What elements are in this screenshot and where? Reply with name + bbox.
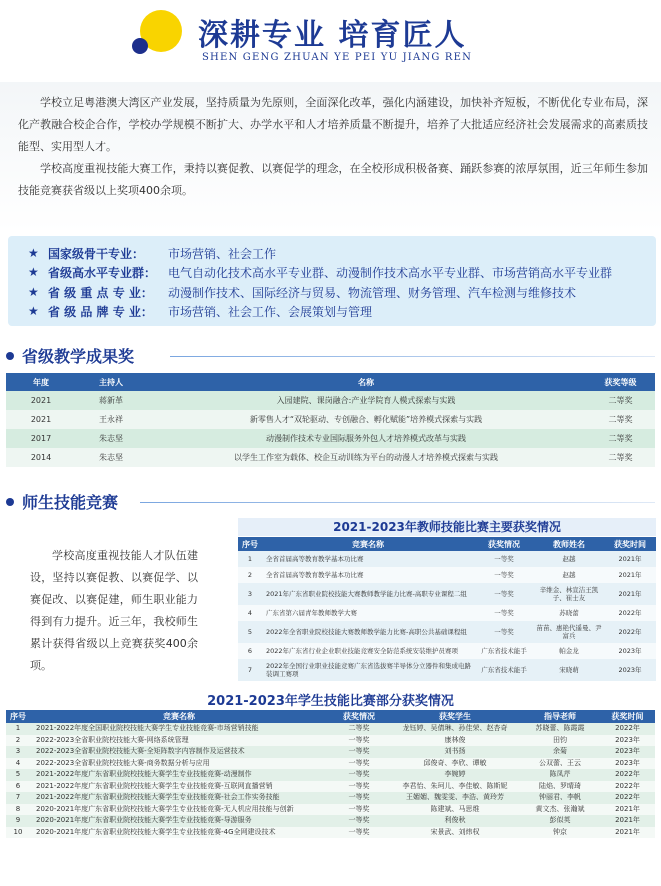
col-award: 获奖情况	[474, 537, 534, 551]
cell-index: 2	[238, 567, 262, 583]
intro-paragraph-1: 学校立足粤港澳大湾区产业发展，坚持质量为先原则，全面深化改革，强化内涵建设，加快补齐短板，不断优化专业布局，深化产教融合校企合作，学校办学规模不断扩大、办学水平和人才培养质量不断提升，培养了大批适应经济社会发展需求的高素质技能型、实用型人才。	[18, 96, 648, 153]
cell-teacher: 帕金龙	[534, 643, 604, 659]
teacher-table-title: 2021-2023年教师技能比赛主要获奖情况	[238, 518, 656, 536]
table-row	[6, 769, 655, 781]
table-row	[6, 429, 655, 448]
cell-index: 2	[6, 735, 30, 747]
star-icon: ★	[28, 304, 39, 318]
cell-time: 2023年	[600, 758, 655, 770]
cell-index: 8	[6, 804, 30, 816]
table-row	[6, 827, 655, 839]
cell-competition: 2020-2021年度广东省职业院校技能大赛学生专业技能竞赛-无人机应用技能与创新	[30, 804, 328, 816]
cell-index: 1	[6, 723, 30, 735]
cell-time: 2022年	[604, 621, 656, 643]
cell-teacher: 苗苗、惠艳代遥曼、尹富兵	[534, 621, 604, 643]
major-label: 省 级 重 点 专 业：	[48, 285, 153, 300]
cell-competition: 2022年广东省行业企业职业技能竞赛安全防范系统安装维护员赛项	[262, 643, 474, 659]
cell-advisor: 钟京	[520, 827, 600, 839]
cell-year: 2021	[6, 391, 76, 410]
cell-competition: 2020-2021年度广东省职业院校技能大赛学生专业技能竞赛-4G全网建设技术	[30, 827, 328, 839]
cell-advisor: 余菊	[520, 746, 600, 758]
star-icon: ★	[28, 285, 39, 299]
cell-advisor: 彭似英	[520, 815, 600, 827]
table-row	[238, 659, 656, 681]
cell-competition: 2022-2023全省职业院校技能大赛-网络系统管理	[30, 735, 328, 747]
cell-host: 蒋新革	[76, 391, 146, 410]
cell-award: 一等奖	[328, 827, 390, 839]
blue-circle-decoration	[132, 38, 148, 54]
cell-award: 一等奖	[474, 605, 534, 621]
table-row	[6, 410, 655, 429]
cell-time: 2021年	[600, 815, 655, 827]
cell-award: 一等奖	[474, 551, 534, 567]
cell-year: 2014	[6, 448, 76, 467]
table-header-row	[238, 537, 656, 551]
table-row	[6, 758, 655, 770]
major-value: 市场营销、社会工作、会展策划与管理	[168, 304, 373, 319]
col-students: 获奖学生	[390, 710, 520, 723]
table-row	[238, 551, 656, 567]
cell-competition: 全省首届高等教育教学基本功比赛	[262, 551, 474, 567]
student-skill-table	[6, 710, 655, 838]
cell-advisor: 陈凤芹	[520, 769, 600, 781]
cell-award: 广东省技术能手	[474, 643, 534, 659]
cell-competition: 2022-2023全省职业院校技能大赛-全矩阵数字内容制作及运营技术	[30, 746, 328, 758]
cell-students: 李婉婷	[390, 769, 520, 781]
major-value: 电气自动化技术高水平专业群、动漫制作技术高水平专业群、市场营销高水平专业群	[168, 265, 613, 280]
cell-advisor: 陆焰、罗晴琦	[520, 781, 600, 793]
cell-index: 3	[6, 746, 30, 758]
col-competition: 竞赛名称	[262, 537, 474, 551]
cell-time: 2021年	[604, 567, 656, 583]
col-teacher: 教师姓名	[534, 537, 604, 551]
col-time: 获奖时间	[600, 710, 655, 723]
cell-advisor: 黄文杰、张瀚斌	[520, 804, 600, 816]
cell-award: 二等奖	[328, 723, 390, 735]
col-award: 获奖情况	[328, 710, 390, 723]
cell-students: 王媚媚、魏雯雯、李浩、黄玲芳	[390, 792, 520, 804]
table-row	[6, 792, 655, 804]
cell-time: 2023年	[604, 659, 656, 681]
cell-competition: 2021年广东省职业院校技能大赛教师教学能力比赛-高职专业课程二组	[262, 583, 474, 605]
cell-host: 朱志坚	[76, 448, 146, 467]
table-header-row	[6, 373, 655, 391]
intro-paragraph-2: 学校高度重视技能大赛工作，秉持以赛促教、以赛促学的理念，在全校形成积极备赛、踊跃参赛的浓厚氛围，近三年师生参加技能竞赛获省级以上奖项400余项。	[18, 162, 648, 197]
cell-competition: 全省首届高等教育教学基本功比赛	[262, 567, 474, 583]
table-row	[238, 621, 656, 643]
cell-award: 广东省技术能手	[474, 659, 534, 681]
section-divider	[140, 502, 655, 503]
cell-name: 以学生工作室为载体、校企互动训练为平台的动漫人才培养模式探索与实践	[146, 448, 586, 467]
cell-award: 一等奖	[474, 567, 534, 583]
cell-award: 一等奖	[328, 781, 390, 793]
cell-time: 2022年	[600, 792, 655, 804]
major-label: 省 级 品 牌 专 业：	[48, 304, 153, 319]
cell-time: 2022年	[600, 769, 655, 781]
cell-competition: 2021-2022年度全国职业院校技能大赛学生专业技能竞赛-市场营销技能	[30, 723, 328, 735]
table-row	[238, 567, 656, 583]
cell-award: 一等奖	[328, 735, 390, 747]
cell-time: 2021年	[600, 827, 655, 839]
skills-heading-text: 师生技能竞赛	[22, 493, 119, 512]
major-row-high-level	[28, 262, 612, 282]
cell-advisor: 公双蕾、王云	[520, 758, 600, 770]
cell-competition: 2022-2023全省职业院校技能大赛-商务数据分析与应用	[30, 758, 328, 770]
table-row	[6, 781, 655, 793]
cell-students: 康林俊	[390, 735, 520, 747]
cell-name: 新零售人才“双轮驱动、专创融合、孵化赋能”培养模式探索与实践	[146, 410, 586, 429]
table-row	[6, 723, 655, 735]
table-row	[6, 448, 655, 467]
col-competition: 竞赛名称	[30, 710, 328, 723]
teaching-section-heading	[6, 344, 134, 367]
majors-box	[8, 236, 656, 326]
cell-award: 一等奖	[328, 769, 390, 781]
cell-name: 动漫制作技术专业国际服务外包人才培养模式改革与实践	[146, 429, 586, 448]
intro-text	[18, 92, 648, 202]
table-header-row	[6, 710, 655, 723]
table-row	[238, 605, 656, 621]
page-subtitle: SHEN GENG ZHUAN YE PEI YU JIANG REN	[202, 52, 473, 63]
bullet-icon	[6, 498, 14, 506]
cell-teacher: 苏晓蕾	[534, 605, 604, 621]
cell-students: 陈建斌、马思维	[390, 804, 520, 816]
cell-competition: 2021-2022年度广东省职业院校技能大赛学生专业技能竞赛-动漫制作	[30, 769, 328, 781]
teacher-skill-table	[238, 537, 656, 681]
cell-time: 2023年	[600, 735, 655, 747]
student-table-title: 2021-2023年学生技能比赛部分获奖情况	[207, 694, 454, 709]
major-row-national	[28, 243, 276, 263]
cell-time: 2023年	[600, 746, 655, 758]
cell-award: 一等奖	[328, 746, 390, 758]
table-row	[6, 815, 655, 827]
cell-competition: 2021-2022年度广东省职业院校技能大赛学生专业技能竞赛-互联网直播营销	[30, 781, 328, 793]
cell-index: 5	[238, 621, 262, 643]
major-row-brand	[28, 301, 372, 321]
cell-students: 刘书扬	[390, 746, 520, 758]
cell-name: 入园建院、课岗融合:产业学院育人模式探索与实践	[146, 391, 586, 410]
cell-index: 4	[238, 605, 262, 621]
cell-competition: 广东省第六届青年教师教学大赛	[262, 605, 474, 621]
cell-award: 一等奖	[474, 583, 534, 605]
cell-index: 3	[238, 583, 262, 605]
star-icon: ★	[28, 246, 39, 260]
cell-index: 10	[6, 827, 30, 839]
cell-students: 邱俊奇、李欣、谭敏	[390, 758, 520, 770]
cell-year: 2021	[6, 410, 76, 429]
table-row	[6, 746, 655, 758]
col-index: 序号	[238, 537, 262, 551]
cell-award: 一等奖	[328, 758, 390, 770]
cell-time: 2021年	[604, 551, 656, 567]
page-header	[0, 0, 661, 88]
bullet-icon	[6, 352, 14, 360]
col-host: 主持人	[76, 373, 146, 391]
cell-time: 2022年	[600, 781, 655, 793]
col-advisor: 指导老师	[520, 710, 600, 723]
cell-teacher: 辛维金、林宣洁王凯子、崔士友	[534, 583, 604, 605]
col-name: 名称	[146, 373, 586, 391]
page-title: 深耕专业 培育匠人	[198, 18, 467, 53]
cell-index: 7	[238, 659, 262, 681]
table-row	[6, 804, 655, 816]
cell-index: 1	[238, 551, 262, 567]
cell-level: 二等奖	[586, 448, 655, 467]
major-row-key	[28, 282, 576, 302]
cell-index: 9	[6, 815, 30, 827]
teaching-award-table	[6, 373, 655, 467]
cell-competition: 2022年全省职业院校技能大赛教师教学能力比赛-高职公共基础课程组	[262, 621, 474, 643]
skills-paragraph	[30, 545, 198, 677]
cell-level: 二等奖	[586, 429, 655, 448]
col-time: 获奖时间	[604, 537, 656, 551]
col-level: 获奖等级	[586, 373, 655, 391]
cell-level: 二等奖	[586, 410, 655, 429]
cell-students: 龙钰婷、吴倩琳、孙佳荣、赵杏奇	[390, 723, 520, 735]
cell-students: 李君怡、朱珂儿、李佳敏、陈斯妮	[390, 781, 520, 793]
cell-index: 4	[6, 758, 30, 770]
teaching-heading-text: 省级教学成果奖	[22, 347, 135, 366]
cell-award: 一等奖	[474, 621, 534, 643]
table-row	[238, 583, 656, 605]
cell-year: 2017	[6, 429, 76, 448]
cell-students: 利俊秋	[390, 815, 520, 827]
cell-index: 6	[238, 643, 262, 659]
cell-teacher: 赵越	[534, 551, 604, 567]
cell-index: 6	[6, 781, 30, 793]
col-index: 序号	[6, 710, 30, 723]
cell-advisor: 田钧	[520, 735, 600, 747]
cell-competition: 2020-2021年度广东省职业院校技能大赛学生专业技能竞赛-导游服务	[30, 815, 328, 827]
cell-award: 一等奖	[328, 792, 390, 804]
skills-paragraph-text: 学校高度重视技能人才队伍建设，坚持以赛促教、以赛促学、以赛促改、以赛促建，师生职业能力得到有力提升。近三年，我校师生累计获得省级以上竞赛获奖400余项。	[30, 549, 198, 672]
cell-competition: 2022年全国行业职业技能竞赛广东省选拔赛半导体分立器件和集成电路装调工赛项	[262, 659, 474, 681]
cell-time: 2021年	[600, 804, 655, 816]
table-row	[6, 391, 655, 410]
col-year: 年度	[6, 373, 76, 391]
cell-award: 一等奖	[328, 804, 390, 816]
section-divider	[170, 356, 655, 357]
major-label: 国家级骨干专业：	[48, 246, 145, 261]
cell-teacher: 赵越	[534, 567, 604, 583]
cell-host: 王永祥	[76, 410, 146, 429]
skills-section-heading	[6, 490, 118, 513]
major-value: 动漫制作技术、国际经济与贸易、物流管理、财务管理、汽车检测与维修技术	[168, 285, 577, 300]
table-row	[238, 643, 656, 659]
cell-time: 2022年	[600, 723, 655, 735]
cell-index: 7	[6, 792, 30, 804]
table-row	[6, 735, 655, 747]
cell-students: 宋景武、刘炜权	[390, 827, 520, 839]
cell-time: 2023年	[604, 643, 656, 659]
cell-index: 5	[6, 769, 30, 781]
cell-advisor: 钟丽君、李帆	[520, 792, 600, 804]
cell-level: 二等奖	[586, 391, 655, 410]
cell-teacher: 宋晓萌	[534, 659, 604, 681]
cell-time: 2021年	[604, 583, 656, 605]
star-icon: ★	[28, 265, 39, 279]
cell-host: 朱志坚	[76, 429, 146, 448]
cell-award: 一等奖	[328, 815, 390, 827]
cell-competition: 2021-2022年度广东省职业院校技能大赛学生专业技能竞赛-社会工作实务技能	[30, 792, 328, 804]
cell-advisor: 苏晓蕾、陈霞霞	[520, 723, 600, 735]
cell-time: 2022年	[604, 605, 656, 621]
major-value: 市场营销、社会工作	[168, 246, 277, 261]
major-label: 省级高水平专业群：	[48, 265, 157, 280]
